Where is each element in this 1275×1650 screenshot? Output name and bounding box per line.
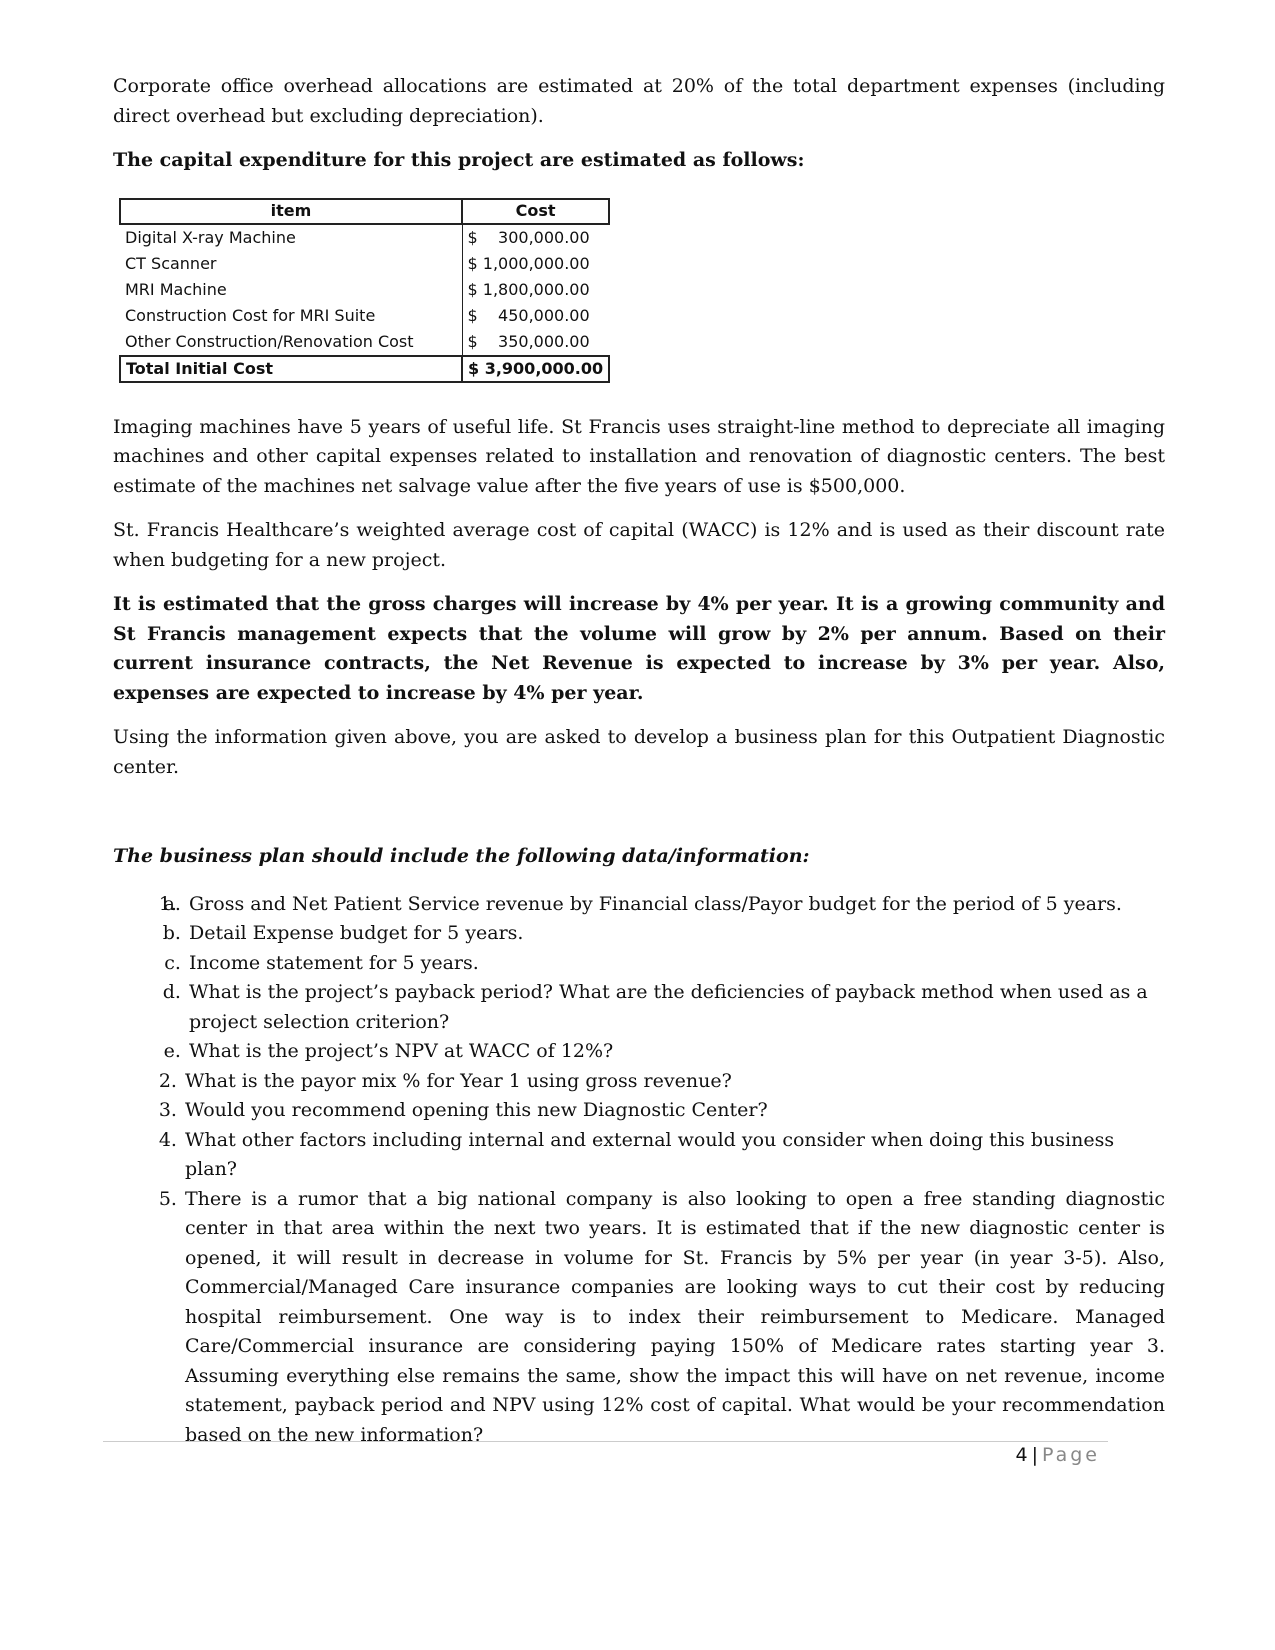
page-label: Page	[1042, 1444, 1100, 1466]
table-row	[120, 329, 609, 356]
sub-list	[151, 890, 1165, 1067]
row-item: MRI Machine	[125, 279, 227, 299]
row-item: CT Scanner	[125, 253, 217, 273]
sub-list-item: c. Income statement for 5 years.	[187, 949, 1165, 979]
sub-list-item: d. What is the project’s payback period? What are the deficiencies of payback method when used as a project selection criterion?	[187, 978, 1165, 1037]
list-item: 4. What other factors including internal and external would you consider when doing this business plan?	[183, 1126, 1165, 1185]
row-cost: $ 350,000.00	[462, 329, 609, 356]
sub-list-item: a. 1. Gross and Net Patient Service revenue by Financial class/Payor budget for the period of 5 years.	[187, 890, 1165, 920]
footer-separator: |	[1031, 1444, 1038, 1466]
list-item	[183, 890, 1165, 1067]
overhead-paragraph: Corporate office overhead allocations are estimated at 20% of the total department expenses (including direct overhead but excluding depreciation).	[113, 75, 1165, 127]
business-plan-title: The business plan should include the following data/information:	[113, 845, 810, 867]
wacc-paragraph: St. Francis Healthcare’s weighted average cost of capital (WACC) is 12% and is used as their discount rate when budgeting for a new project.	[113, 519, 1165, 571]
list-item: 5. There is a rumor that a big national company is also looking to open a free standing diagnostic center in that area within the next two years. It is estimated that if the new diagnostic center is opened, it will result in decrease in volume for St. Francis by 5% per year (in year 3-5). Also, Commercial/Managed Care insurance companies are looking ways to cut their cost by reducing hospital reimbursement. One way is to index their reimbursement to Medicare. Managed Care/Commercial insurance are considering paying 150% of Medicare rates starting year 3. Assuming everything else remains the same, show the impact this will have on net revenue, income statement, payback period and NPV using 12% cost of capital. What would be your recommendation based on the new information?	[183, 1185, 1165, 1451]
total-cost: $ 3,900,000.00	[462, 356, 609, 382]
useful-life-paragraph: Imaging machines have 5 years of useful life. St Francis uses straight-line method to depreciate all imaging machines and other capital expenses related to installation and renovation of diagnostic centers. The best estimate of the machines net salvage value after the five years of use is $500,000.	[113, 415, 1165, 497]
row-item: Other Construction/Renovation Cost	[125, 331, 414, 351]
table-header-item: item	[120, 199, 462, 224]
row-cost: $ 450,000.00	[462, 303, 609, 329]
row-cost: $ 1,000,000.00	[462, 251, 609, 277]
capex-table	[119, 198, 610, 383]
table-row	[120, 224, 609, 251]
row-item: Digital X-ray Machine	[125, 227, 296, 247]
page-number: 4	[1015, 1444, 1028, 1466]
row-cost: $ 1,800,000.00	[462, 277, 609, 303]
requirements-list	[113, 890, 1165, 1451]
sub-list-item: b. Detail Expense budget for 5 years.	[187, 919, 1165, 949]
table-total-row	[120, 356, 609, 382]
row-item: Construction Cost for MRI Suite	[125, 305, 376, 325]
list-item: 3. Would you recommend opening this new Diagnostic Center?	[183, 1096, 1165, 1126]
sub-list-item: e. What is the project’s NPV at WACC of 12%?	[187, 1037, 1165, 1067]
table-row	[120, 303, 609, 329]
row-cost: $ 300,000.00	[462, 224, 609, 251]
total-label: Total Initial Cost	[120, 356, 462, 382]
list-item: 2. What is the payor mix % for Year 1 using gross revenue?	[183, 1067, 1165, 1097]
growth-paragraph: It is estimated that the gross charges will increase by 4% per year. It is a growing community and St Francis management expects that the volume will grow by 2% per annum. Based on their current insurance contracts, the Net Revenue is expected to increase by 3% per year. Also, expenses are expected to increase by 4% per year.	[113, 593, 1165, 704]
table-row	[120, 251, 609, 277]
document-page	[113, 72, 1165, 1450]
task-paragraph: Using the information given above, you are asked to develop a business plan for this Outpatient Diagnostic center.	[113, 726, 1165, 778]
table-row	[120, 277, 609, 303]
table-header-cost: Cost	[462, 199, 609, 224]
page-footer	[1016, 1444, 1101, 1466]
capex-heading: The capital expenditure for this project are estimated as follows:	[113, 149, 805, 171]
footer-divider	[103, 1441, 1108, 1442]
